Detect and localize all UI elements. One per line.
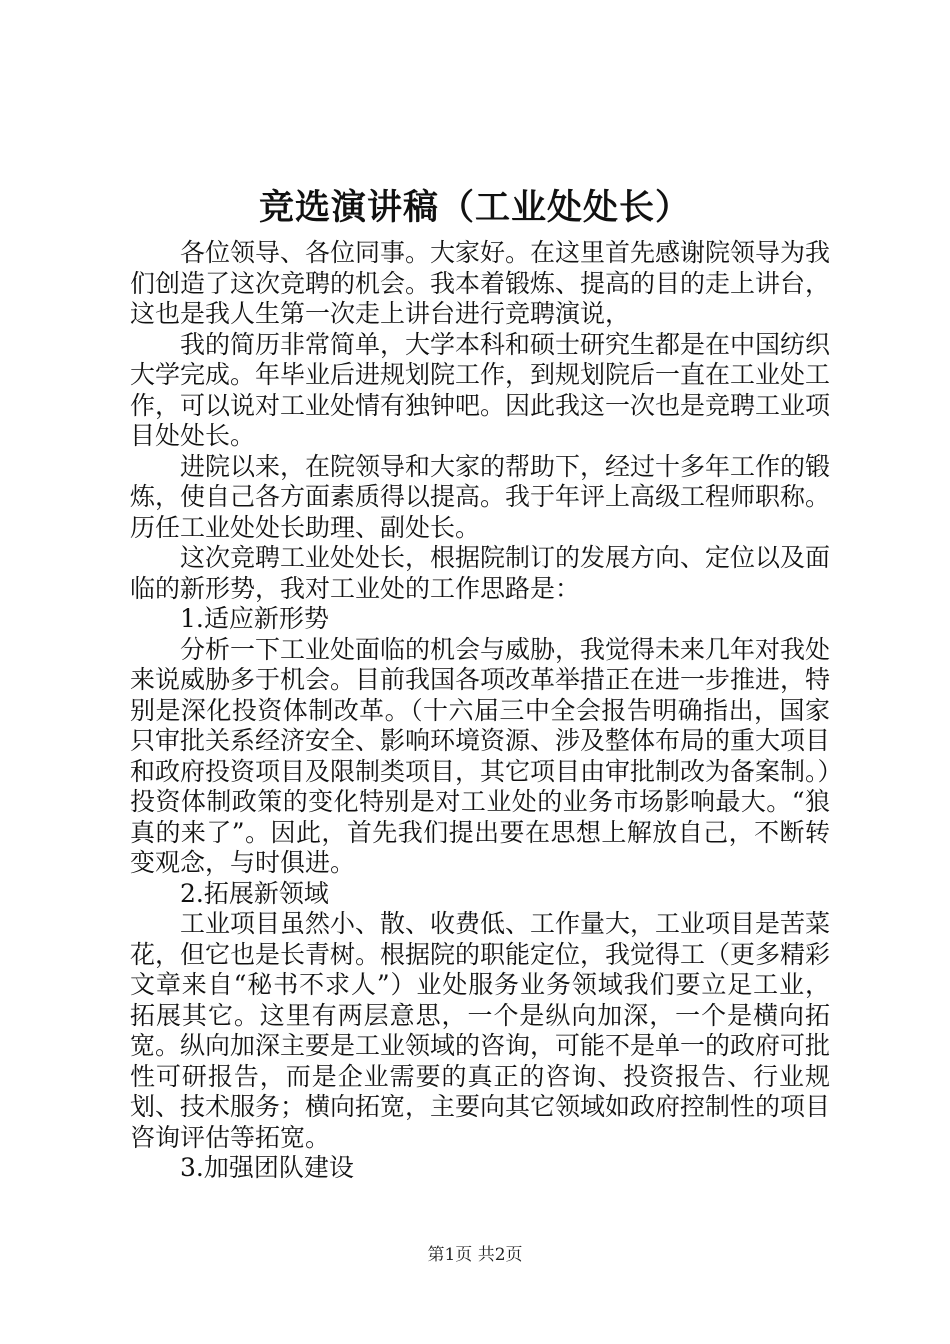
paragraph-greeting: 各位领导、各位同事。大家好。在这里首先感谢院领导为我们创造了这次竞聘的机会。我本着锻炼、提高的目的走上讲台，这也是我人生第一次走上讲台进行竞聘演说，: [130, 238, 831, 328]
paragraph-resume: 我的简历非常简单，大学本科和硕士研究生都是在中国纺织大学完成。年毕业后进规划院工作，到规划院后一直在工业处工作，可以说对工业处情有独钟吧。因此我这一次也是竞聘工业项目处处长。: [130, 329, 831, 450]
paragraph-work-plan-intro: 这次竞聘工业处处长，根据院制订的发展方向、定位以及面临的新形势，我对工业处的工作思路是：: [130, 543, 831, 603]
section-heading-3: 3.加强团队建设: [180, 1153, 354, 1182]
document-title: 竞选演讲稿（工业处处长）: [258, 187, 691, 228]
paragraph-experience: 进院以来，在院领导和大家的帮助下，经过十多年工作的锻炼，使自己各方面素质得以提高。我于年评上高级工程师职称。历任工业处处长助理、副处长。: [130, 451, 831, 542]
paragraph-section-2: 工业项目虽然小、散、收费低、工作量大，工业项目是苦菜花，但它也是长青树。根据院的职能定位，我觉得工（更多精彩文章来自“秘书不求人”）业处服务业务领域我们要立足工业，拓展其它。这里有两层意思，一个是纵向加深，一个是横向拓宽。纵向加深主要是工业领域的咨询，可能不是单一的政府可批性可研报告，而是企业需要的真正的咨询、投资报告、行业规划、技术服务；横向拓宽，主要向其它领域如政府控制性的项目咨询评估等拓宽。: [130, 909, 831, 1152]
page-footer: 第1页 共2页: [427, 1245, 523, 1265]
section-heading-2: 2.拓展新领域: [180, 878, 329, 908]
document-body: [130, 238, 830, 1184]
paragraph-section-1: 分析一下工业处面临的机会与威胁，我觉得未来几年对我处来说威胁多于机会。目前我国各项改革举措正在进一步推进，特别是深化投资体制改革。（十六届三中全会报告明确指出，国家只审批关系经济安全、影响环境资源、涉及整体布局的重大项目和政府投资项目及限制类项目，其它项目由审批制改为备案制。）投资体制政策的变化特别是对工业处的业务市场影响最大。“狼真的来了”。因此，首先我们提出要在思想上解放自己，不断转变观念，与时俱进。: [130, 634, 831, 877]
section-heading-1: 1.适应新形势: [180, 604, 329, 633]
